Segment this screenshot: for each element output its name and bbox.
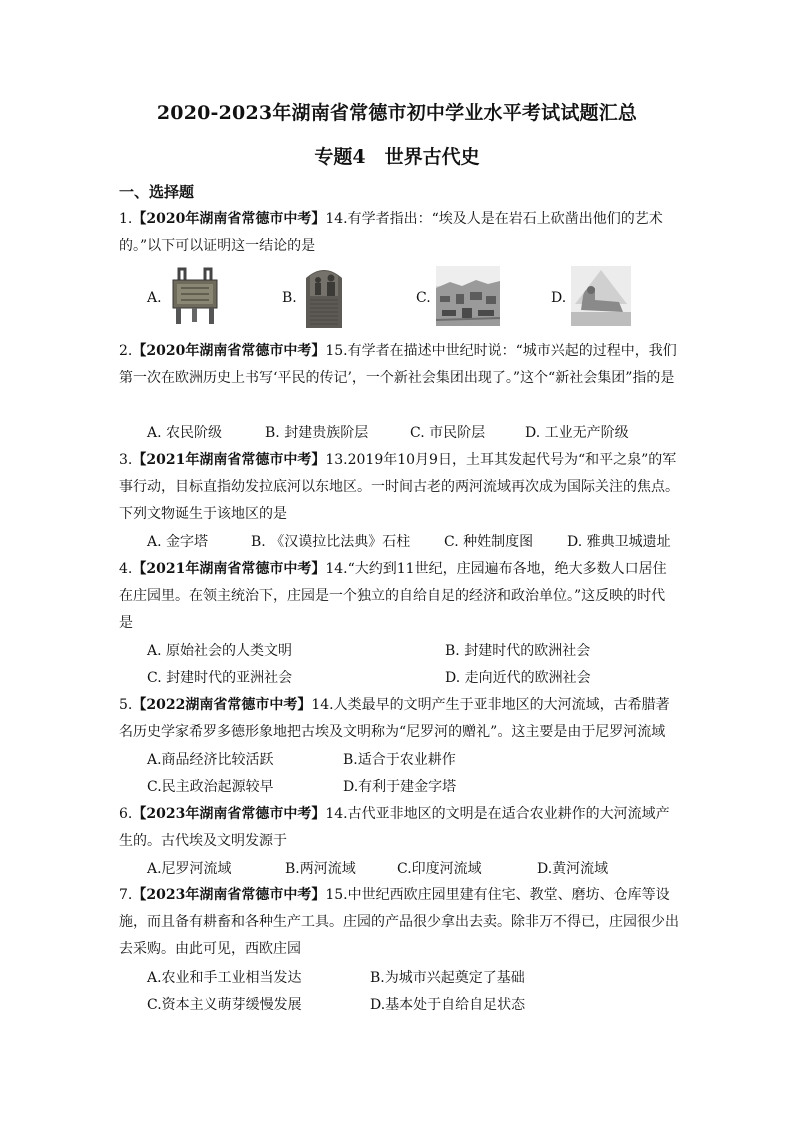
option-4b: B. 封建时代的欧洲社会 [445,643,591,659]
option-2b: B. 封建贵族阶层 [265,425,369,441]
sphinx-image [571,266,631,326]
question-source: 【2020年湖南省常德市中考】 [132,343,326,359]
question-source: 【2022湖南省常德市中考】 [132,697,312,713]
option-2c: C. 市民阶层 [410,425,486,441]
ruins-image [436,266,500,326]
option-2a: A. 农民阶级 [147,425,223,441]
option-7b: B.为城市兴起奠定了基础 [370,970,525,986]
option-2d: D. 工业无产阶级 [525,425,629,441]
option-5b: B.适合于农业耕作 [343,752,456,768]
section-heading: 一、选择题 [119,183,195,201]
question-1: 1.【2020年湖南省常德市中考】14.有学者指出：“埃及人是在岩石上砍凿出他们的艺术的。”以下可以证明这一结论的是 [119,211,663,254]
question-5: 5.【2022湖南省常德市中考】14.人类最早的文明产生于亚非地区的大河流域，古希腊著名历史学家希罗多德形象地把古埃及文明称为“尼罗河的赠礼”。这主要是由于尼罗河流域 [119,697,670,740]
document-title: 2020-2023年湖南省常德市初中学业水平考试试题汇总 [156,102,638,124]
question-2: 2.【2020年湖南省常德市中考】15.有学者在描述中世纪时说：“城市兴起的过程中，我们第一次在欧洲历史上书写‘平民的传记’，一个新社会集团出现了。”这个“新社会集团”指的是 [119,343,677,386]
option-3c: C. 种姓制度图 [444,534,534,550]
question-source: 【2021年湖南省常德市中考】 [132,452,326,468]
question-7: 7.【2023年湖南省常德市中考】15.中世纪西欧庄园里建有住宅、教堂、磨坊、仓库等设施，而且备有耕畜和各种生产工具。庄园的产品很少拿出去卖。除非万不得已，庄园很少出去采购。由此可见，西欧庄园 [119,887,679,957]
question-source: 【2021年湖南省常德市中考】 [132,561,326,577]
hammurabi-stele-image [302,266,346,328]
option-4d: D. 走向近代的欧洲社会 [445,670,591,686]
document-subtitle: 专题4 世界古代史 [314,146,480,168]
question-source: 【2023年湖南省常德市中考】 [132,887,326,903]
option-5c: C.民主政治起源较早 [147,779,274,795]
question-source: 【2020年湖南省常德市中考】 [132,211,326,227]
option-5d: D.有利于建金字塔 [343,779,457,795]
option-5a: A.商品经济比较活跃 [147,752,274,768]
question-3: 3.【2021年湖南省常德市中考】13.2019年10月9日，土耳其发起代号为“和平之泉”的军事行动，目标直指幼发拉底河以东地区。一时间古老的两河流域再次成为国际关注的焦点。下列文物诞生于该地区的是 [119,452,679,522]
document-page: 2020-2023年湖南省常德市初中学业水平考试试题汇总 专题4 世界古代史 一、选择题 1.【2020年湖南省常德市中考】14.有学者指出：“埃及人是在岩石上砍凿出他们的艺术的。”以下可以证明这一结论的是 A. B. C. D. 2.【2020年湖南省常德市中考】15.有学者在描述中世纪时说：“城市兴起的过程中，我们第一次在欧洲历史上书写‘平民的传记’，一个新社会集团出现了。”这个“新社会集团”指的是 A. 农民阶级 B. 封建贵族阶层 C. 市民阶层 D. 工业无产阶级 3.【2021年湖南省常德市中考】13.2019年10月9日，土耳其发起代号为“和平之泉”的军事行动，目标直指幼发拉底河以东地区。一时间古老的两河流域再次成为国际关注的焦点。下列文物诞生于该地区的是 A. 金字塔 B. 《汉谟拉比法典》石柱 C. 种姓制度图 D. 雅典卫城遗址 4.【2021年湖南省常德市中考】14.“大约到11世纪，庄园遍布各地，绝大多数人口居住在庄园里。在领主统治下，庄园是一个独立的自给自足的经济和政治单位。”这反映的时代是 A. 原始社会的人类文明 B. 封建时代的欧洲社会 C. 封建时代的亚洲社会 D. 走向近代的欧洲社会 5.【2022湖南省常德市中考】14.人类最早的文明产生于亚非地区的大河流域，古希腊著名历史学家希罗多德形象地把古埃及文明称为“尼罗河的赠礼”。这主要是由于尼罗河流域 A.商品经济比较活跃 B.适合于农业耕作 C.民主政治起源较早 D.有利于建金字塔 6.【2023年湖南省常德市中考】14.古代亚非地区的文明是在适合农业耕作的大河流域产生的。古代埃及文明发源于 A.尼罗河流域 B.两河流域 C.印度河流域 D.黄河流域 7.【2023年湖南省常德市中考】15.中世纪西欧庄园里建有住宅、教堂、磨坊、仓库等设施，而且备有耕畜和各种生产工具。庄园的产品很少拿出去卖。除非万不得已，庄园很少出去采购。由此可见，西欧庄园 A.农业和手工业相当发达 B.为城市兴起奠定了基础 C.资本主义萌芽缓慢发展 D.基本处于自给自足状态 [0,0,794,1123]
option-3d: D. 雅典卫城遗址 [567,534,671,550]
question-text: 15.有学者在描述中世纪时说：“城市兴起的过程中，我们第一次在欧洲历史上书写‘平民的传记’，一个新社会集团出现了。”这个“新社会集团”指的是 [119,343,677,386]
option-6d: D.黄河流域 [537,861,609,877]
option-7a: A.农业和手工业相当发达 [147,970,302,986]
question-text: 13.2019年10月9日，土耳其发起代号为“和平之泉”的军事行动，目标直指幼发拉底河以东地区。一时间古老的两河流域再次成为国际关注的焦点。下列文物诞生于该地区的是 [119,452,679,522]
question-text: 14.古代亚非地区的文明是在适合农业耕作的大河流域产生的。古代埃及文明发源于 [119,806,670,849]
question-text: 14.人类最早的文明产生于亚非地区的大河流域，古希腊著名历史学家希罗多德形象地把古埃及文明称为“尼罗河的赠礼”。这主要是由于尼罗河流域 [119,697,670,740]
option-6c: C.印度河流域 [397,861,482,877]
question-source: 【2023年湖南省常德市中考】 [132,806,326,822]
option-7c: C.资本主义萌芽缓慢发展 [147,997,302,1013]
bronze-ding-image [167,266,223,326]
option-3b: B. 《汉谟拉比法典》石柱 [251,534,411,550]
question-text: 14.有学者指出：“埃及人是在岩石上砍凿出他们的艺术的。”以下可以证明这一结论的是 [119,211,663,254]
option-6b: B.两河流域 [285,861,356,877]
question-4: 4.【2021年湖南省常德市中考】14.“大约到11世纪，庄园遍布各地，绝大多数人口居住在庄园里。在领主统治下，庄园是一个独立的自给自足的经济和政治单位。”这反映的时代是 [119,561,667,631]
option-7d: D.基本处于自给自足状态 [370,997,526,1013]
question-text: 15.中世纪西欧庄园里建有住宅、教堂、磨坊、仓库等设施，而且备有耕畜和各种生产工具。庄园的产品很少拿出去卖。除非万不得已，庄园很少出去采购。由此可见，西欧庄园 [119,887,679,957]
option-4a: A. 原始社会的人类文明 [147,643,293,659]
question-6: 6.【2023年湖南省常德市中考】14.古代亚非地区的文明是在适合农业耕作的大河流域产生的。古代埃及文明发源于 [119,806,670,849]
option-4c: C. 封建时代的亚洲社会 [147,670,293,686]
question-text: 14.“大约到11世纪，庄园遍布各地，绝大多数人口居住在庄园里。在领主统治下，庄园是一个独立的自给自足的经济和政治单位。”这反映的时代是 [119,561,667,631]
option-6a: A.尼罗河流域 [147,861,232,877]
option-3a: A. 金字塔 [147,534,209,550]
